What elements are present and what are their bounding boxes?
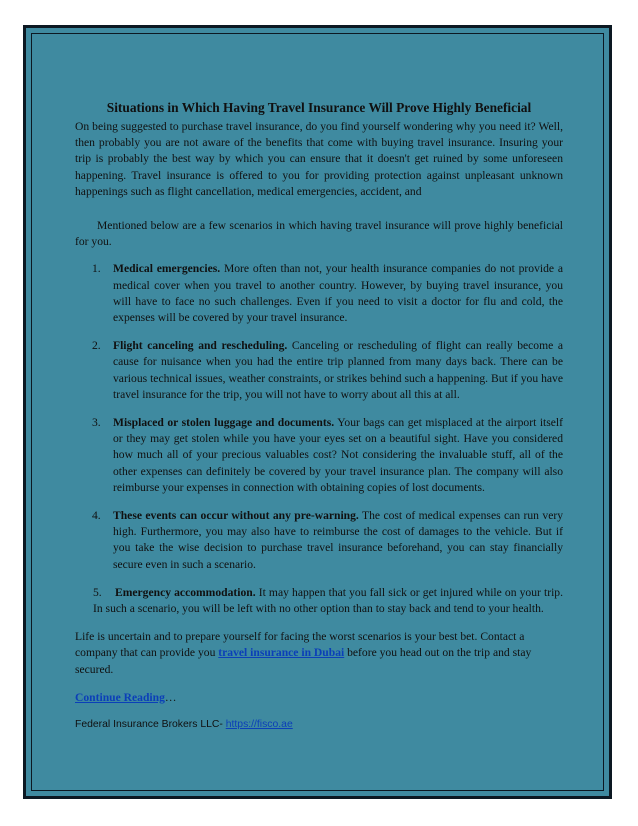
- list-item-number: 4.: [92, 509, 101, 523]
- list-item-text: It may happen that you fall sick or get injured while on your trip. In such a scenario, you will be left with no other option than to stay back and tend to your health.: [93, 585, 563, 616]
- list-item: [75, 585, 563, 617]
- list-item: [75, 415, 563, 496]
- list-item-heading: Misplaced or stolen luggage and documents.: [113, 416, 335, 430]
- travel-insurance-dubai-link[interactable]: travel insurance in Dubai: [218, 646, 345, 660]
- list-item-text: More often than not, your health insurance companies do not provide a medical cover when you travel to another country. However, by buying travel insurance, you will have to face no such challenges. Even if you need to visit a doctor for flu and cold, the expenses will be covered by your travel insurance.: [113, 262, 563, 325]
- scenarios-intro-paragraph: Mentioned below are a few scenarios in which having travel insurance will prove highly beneficial for you.: [75, 219, 563, 249]
- list-item-number: 5.: [93, 585, 102, 599]
- footer: [75, 718, 563, 732]
- closing-text-before: Life is uncertain and to prepare yourself for facing the worst scenarios is your best bet. Contact a company that can provide you: [75, 630, 525, 660]
- footer-company: Federal Insurance Brokers LLC-: [75, 719, 226, 731]
- footer-website-link[interactable]: https://fisco.ae: [225, 719, 293, 731]
- list-item-text: Your bags can get misplaced at the airport itself or they may get stolen while you have your eyes set on a beautiful sight. Have you considered how much all of your precious valuables cost? Not considering the invaluable stuff, all of the other expenses can definitely be covered by your travel insurance plan. The company will also reimburse your expenses in connection with obtaining copies of lost documents.: [113, 416, 563, 494]
- scenario-list: [75, 261, 563, 617]
- list-item-number: 3.: [92, 416, 101, 430]
- list-item-text: The cost of medical expenses can run very high. Furthermore, you may also have to reimburse the cost of damages to the vehicle. But if you take the wise decision to purchase travel insurance beforehand, you can stay financially secure even in such a scenario.: [113, 509, 563, 571]
- continue-ellipsis: …: [164, 690, 177, 704]
- list-item-text: Canceling or rescheduling of flight can really become a cause for nuisance when you had the entire trip planned from many days back. There can be various technical issues, weather constraints, or strikes behind such a happening. But if you have travel insurance for the trip, you will not have to worry about all this at all.: [113, 339, 564, 401]
- list-item: [75, 508, 563, 573]
- continue-reading: [75, 690, 563, 706]
- list-item-number: 2.: [92, 339, 101, 353]
- closing-paragraph: [75, 629, 563, 678]
- list-item-number: 1.: [92, 262, 101, 276]
- list-item: [75, 338, 563, 403]
- list-item-heading: Emergency accommodation.: [115, 585, 256, 599]
- continue-reading-link[interactable]: Continue Reading: [75, 690, 165, 704]
- article-title: Situations in Which Having Travel Insurance Will Prove Highly Beneficial: [106, 100, 532, 115]
- list-item-heading: These events can occur without any pre-warning.: [113, 509, 359, 523]
- closing-text-after: before you head out on the trip and stay secured.: [75, 646, 532, 676]
- article-body: [75, 98, 563, 732]
- list-item-heading: Medical emergencies.: [113, 262, 221, 276]
- intro-paragraph: On being suggested to purchase travel insurance, do you find yourself wondering why you need it? Well, then probably you are not aware of the benefits that come with buying travel insurance. Insuring your trip is probably the best way by which you can ensure that it doesn't get ruined by some unforeseen happening. Travel insurance is offered to you for providing protection against unpleasant unknown happenings such as flight cancellation, medical emergencies, accident, and: [75, 120, 563, 198]
- list-item-heading: Flight canceling and rescheduling.: [113, 339, 288, 353]
- list-item: [75, 261, 563, 326]
